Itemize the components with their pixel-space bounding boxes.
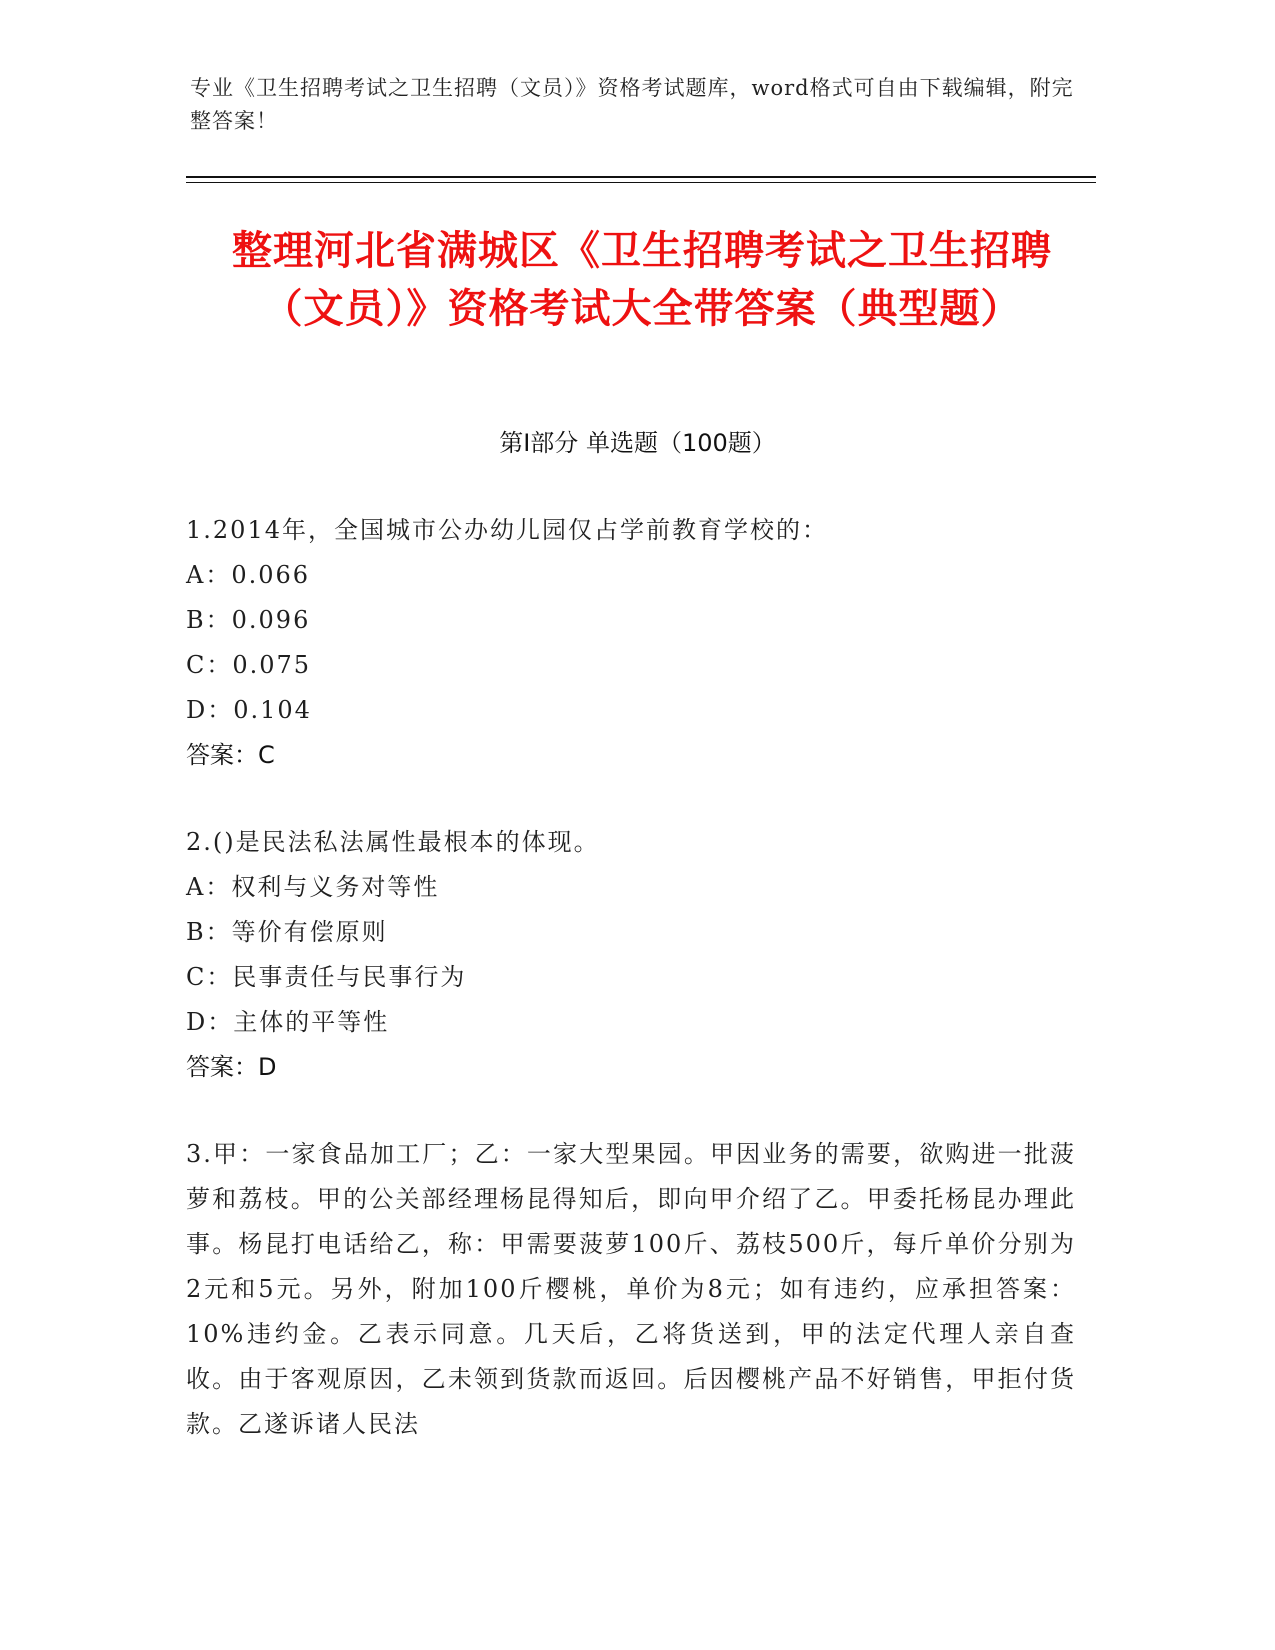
option-b: B：0.096 xyxy=(186,606,311,634)
question-stem: 3.甲：一家食品加工厂；乙：一家大型果园。甲因业务的需要，欲购进一批菠萝和荔枝。甲的公关部经理杨昆得知后，即向甲介绍了乙。甲委托杨昆办理此事。杨昆打电话给乙，称：甲需要菠萝100斤、荔枝500斤，每斤单价分别为2元和5元。另外，附加100斤樱桃，单价为8元；如有违约，应承担答案：10%违约金。乙表示同意。几天后，乙将货送到，甲的法定代理人亲自查收。由于客观原因，乙未领到货款而返回。后因樱桃产品不好销售，甲拒付货款。乙遂诉诸人民法 xyxy=(186,1140,1076,1438)
header-divider-thick xyxy=(186,176,1096,178)
question-stem: 1.2014年，全国城市公办幼儿园仅占学前教育学校的： xyxy=(186,516,828,544)
header-divider-thin xyxy=(186,182,1096,183)
answer: 答案：C xyxy=(186,741,275,769)
question-stem: 2.()是民法私法属性最根本的体现。 xyxy=(186,828,600,856)
option-b: B：等价有偿原则 xyxy=(186,918,388,946)
answer: 答案：D xyxy=(186,1053,277,1081)
section-title: 第I部分 单选题（100题） xyxy=(499,429,776,457)
option-a: A：0.066 xyxy=(186,561,311,589)
option-c: C：民事责任与民事行为 xyxy=(186,963,467,991)
question-3 xyxy=(186,1132,1076,1447)
question-list xyxy=(186,508,1076,1489)
header-note: 专业《卫生招聘考试之卫生招聘（文员）》资格考试题库，word格式可自由下载编辑，附完整答案！ xyxy=(190,76,1074,133)
question-2 xyxy=(186,820,1076,1090)
option-d: D：主体的平等性 xyxy=(186,1008,390,1036)
option-c: C：0.075 xyxy=(186,651,312,679)
question-1 xyxy=(186,508,1076,778)
option-a: A：权利与义务对等性 xyxy=(186,873,440,901)
document-title: 整理河北省满城区《卫生招聘考试之卫生招聘（文员）》资格考试大全带答案（典型题） xyxy=(232,228,1052,332)
option-d: D：0.104 xyxy=(186,696,312,724)
